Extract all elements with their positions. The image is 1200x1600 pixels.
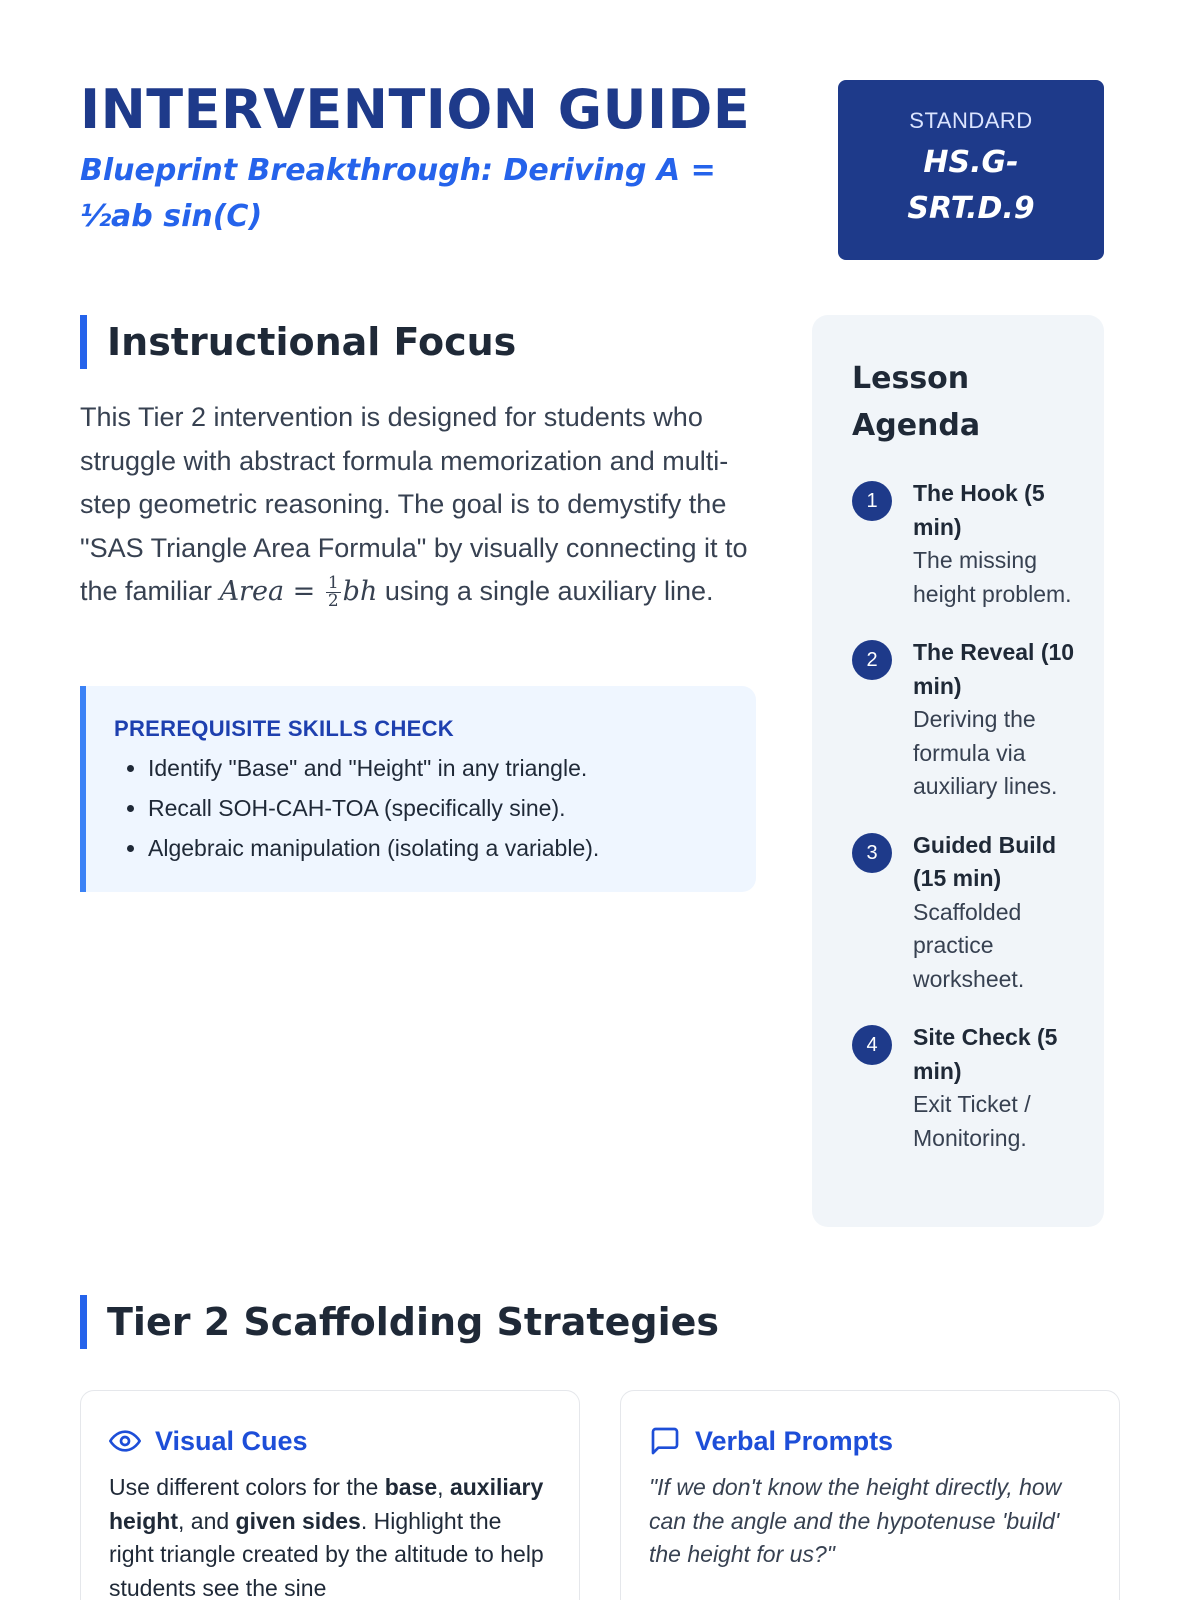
verbal-prompts-title: Verbal Prompts bbox=[695, 1426, 894, 1456]
agenda-step-number: 2 bbox=[852, 640, 892, 680]
fraction-numerator: 1 bbox=[327, 573, 339, 593]
agenda-item bbox=[852, 477, 1084, 611]
visual-cues-title-row bbox=[109, 1421, 551, 1461]
speech-bubble-icon bbox=[649, 1425, 681, 1457]
verbal-prompts-title-row bbox=[649, 1421, 1091, 1461]
agenda-item-description: Scaffolded practice worksheet. bbox=[913, 898, 1025, 992]
visual-cues-text-part: Use different colors for the bbox=[109, 1474, 379, 1500]
instructional-focus-heading: Instructional Focus bbox=[80, 315, 516, 369]
prerequisite-item: • Recall SOH-CAH-TOA (specifically sine). bbox=[148, 788, 756, 828]
page-title: INTERVENTION GUIDE bbox=[80, 78, 751, 141]
visual-cues-bold-term: given sides bbox=[235, 1507, 361, 1534]
visual-cues-bold-term: base bbox=[384, 1474, 438, 1500]
agenda-item-title: Guided Build (15 min) bbox=[913, 831, 1057, 891]
visual-cues-card bbox=[80, 1390, 580, 1600]
agenda-item bbox=[852, 829, 1084, 997]
visual-cues-bold-term: auxiliary height bbox=[109, 1474, 544, 1534]
agenda-item-title: The Reveal (10 min) bbox=[913, 639, 1075, 699]
agenda-item-description: Exit Ticket / Monitoring. bbox=[913, 1091, 1031, 1151]
formula-rhs: bh bbox=[342, 576, 378, 607]
agenda-item bbox=[852, 1021, 1084, 1155]
agenda-item bbox=[852, 636, 1084, 804]
verbal-prompts-card bbox=[620, 1390, 1120, 1600]
lesson-agenda-title: Lesson Agenda bbox=[852, 361, 981, 443]
prerequisite-item: • Identify "Base" and "Height" in any triangle. bbox=[148, 748, 756, 788]
agenda-item-description: Deriving the formula via auxiliary lines. bbox=[913, 706, 1058, 799]
standard-code: HS.G-SRT.D.9 bbox=[907, 145, 1035, 226]
visual-cues-text-part: , bbox=[437, 1474, 444, 1500]
focus-text-before: This Tier 2 intervention is designed for students who struggle with abstract formula memorization and multi-step geometric reasoning. The goal is to demystify the "SAS Triangle Area Formula" by visually connecting it to the familiar bbox=[80, 402, 748, 606]
visual-cues-text bbox=[109, 1471, 551, 1600]
intervention-guide-page bbox=[80, 0, 1120, 1600]
visual-cues-text-part: . Highlight the right triangle created by the altitude to help students see the sine bbox=[109, 1507, 544, 1600]
agenda-item-title: Site Check (5 min) bbox=[913, 1024, 1058, 1084]
standard-badge bbox=[838, 80, 1104, 260]
visual-cues-text-part: , and bbox=[178, 1507, 230, 1534]
focus-text-after: using a single auxiliary line. bbox=[384, 576, 714, 606]
prerequisite-item: • Algebraic manipulation (isolating a variable). bbox=[148, 828, 756, 868]
eye-icon bbox=[109, 1425, 141, 1457]
standard-label: STANDARD bbox=[909, 108, 1033, 133]
agenda-item-title: The Hook (5 min) bbox=[913, 480, 1045, 540]
prerequisite-list bbox=[114, 748, 756, 868]
lesson-agenda-panel bbox=[812, 315, 1104, 1227]
formula-fraction bbox=[326, 575, 341, 610]
visual-cues-title: Visual Cues bbox=[155, 1426, 308, 1456]
agenda-step-number: 4 bbox=[852, 1025, 892, 1065]
prerequisite-skills-box bbox=[80, 686, 756, 892]
verbal-prompt-quote: "If we don't know the height directly, how can the angle and the hypotenuse 'build' the height for us?" bbox=[649, 1474, 1062, 1567]
scaffolding-strategies-heading: Tier 2 Scaffolding Strategies bbox=[80, 1295, 719, 1349]
instructional-focus-text bbox=[80, 396, 760, 614]
agenda-step-number: 1 bbox=[852, 481, 892, 521]
page-subtitle: Blueprint Breakthrough: Deriving A = ½ab sin(C) bbox=[80, 153, 716, 234]
area-formula bbox=[219, 573, 378, 611]
agenda-step-number: 3 bbox=[852, 833, 892, 873]
formula-lhs: Area = bbox=[219, 576, 316, 607]
fraction-denominator: 2 bbox=[327, 591, 339, 611]
prerequisite-title: PREREQUISITE SKILLS CHECK bbox=[114, 716, 454, 741]
agenda-item-description: The missing height problem. bbox=[913, 547, 1072, 607]
